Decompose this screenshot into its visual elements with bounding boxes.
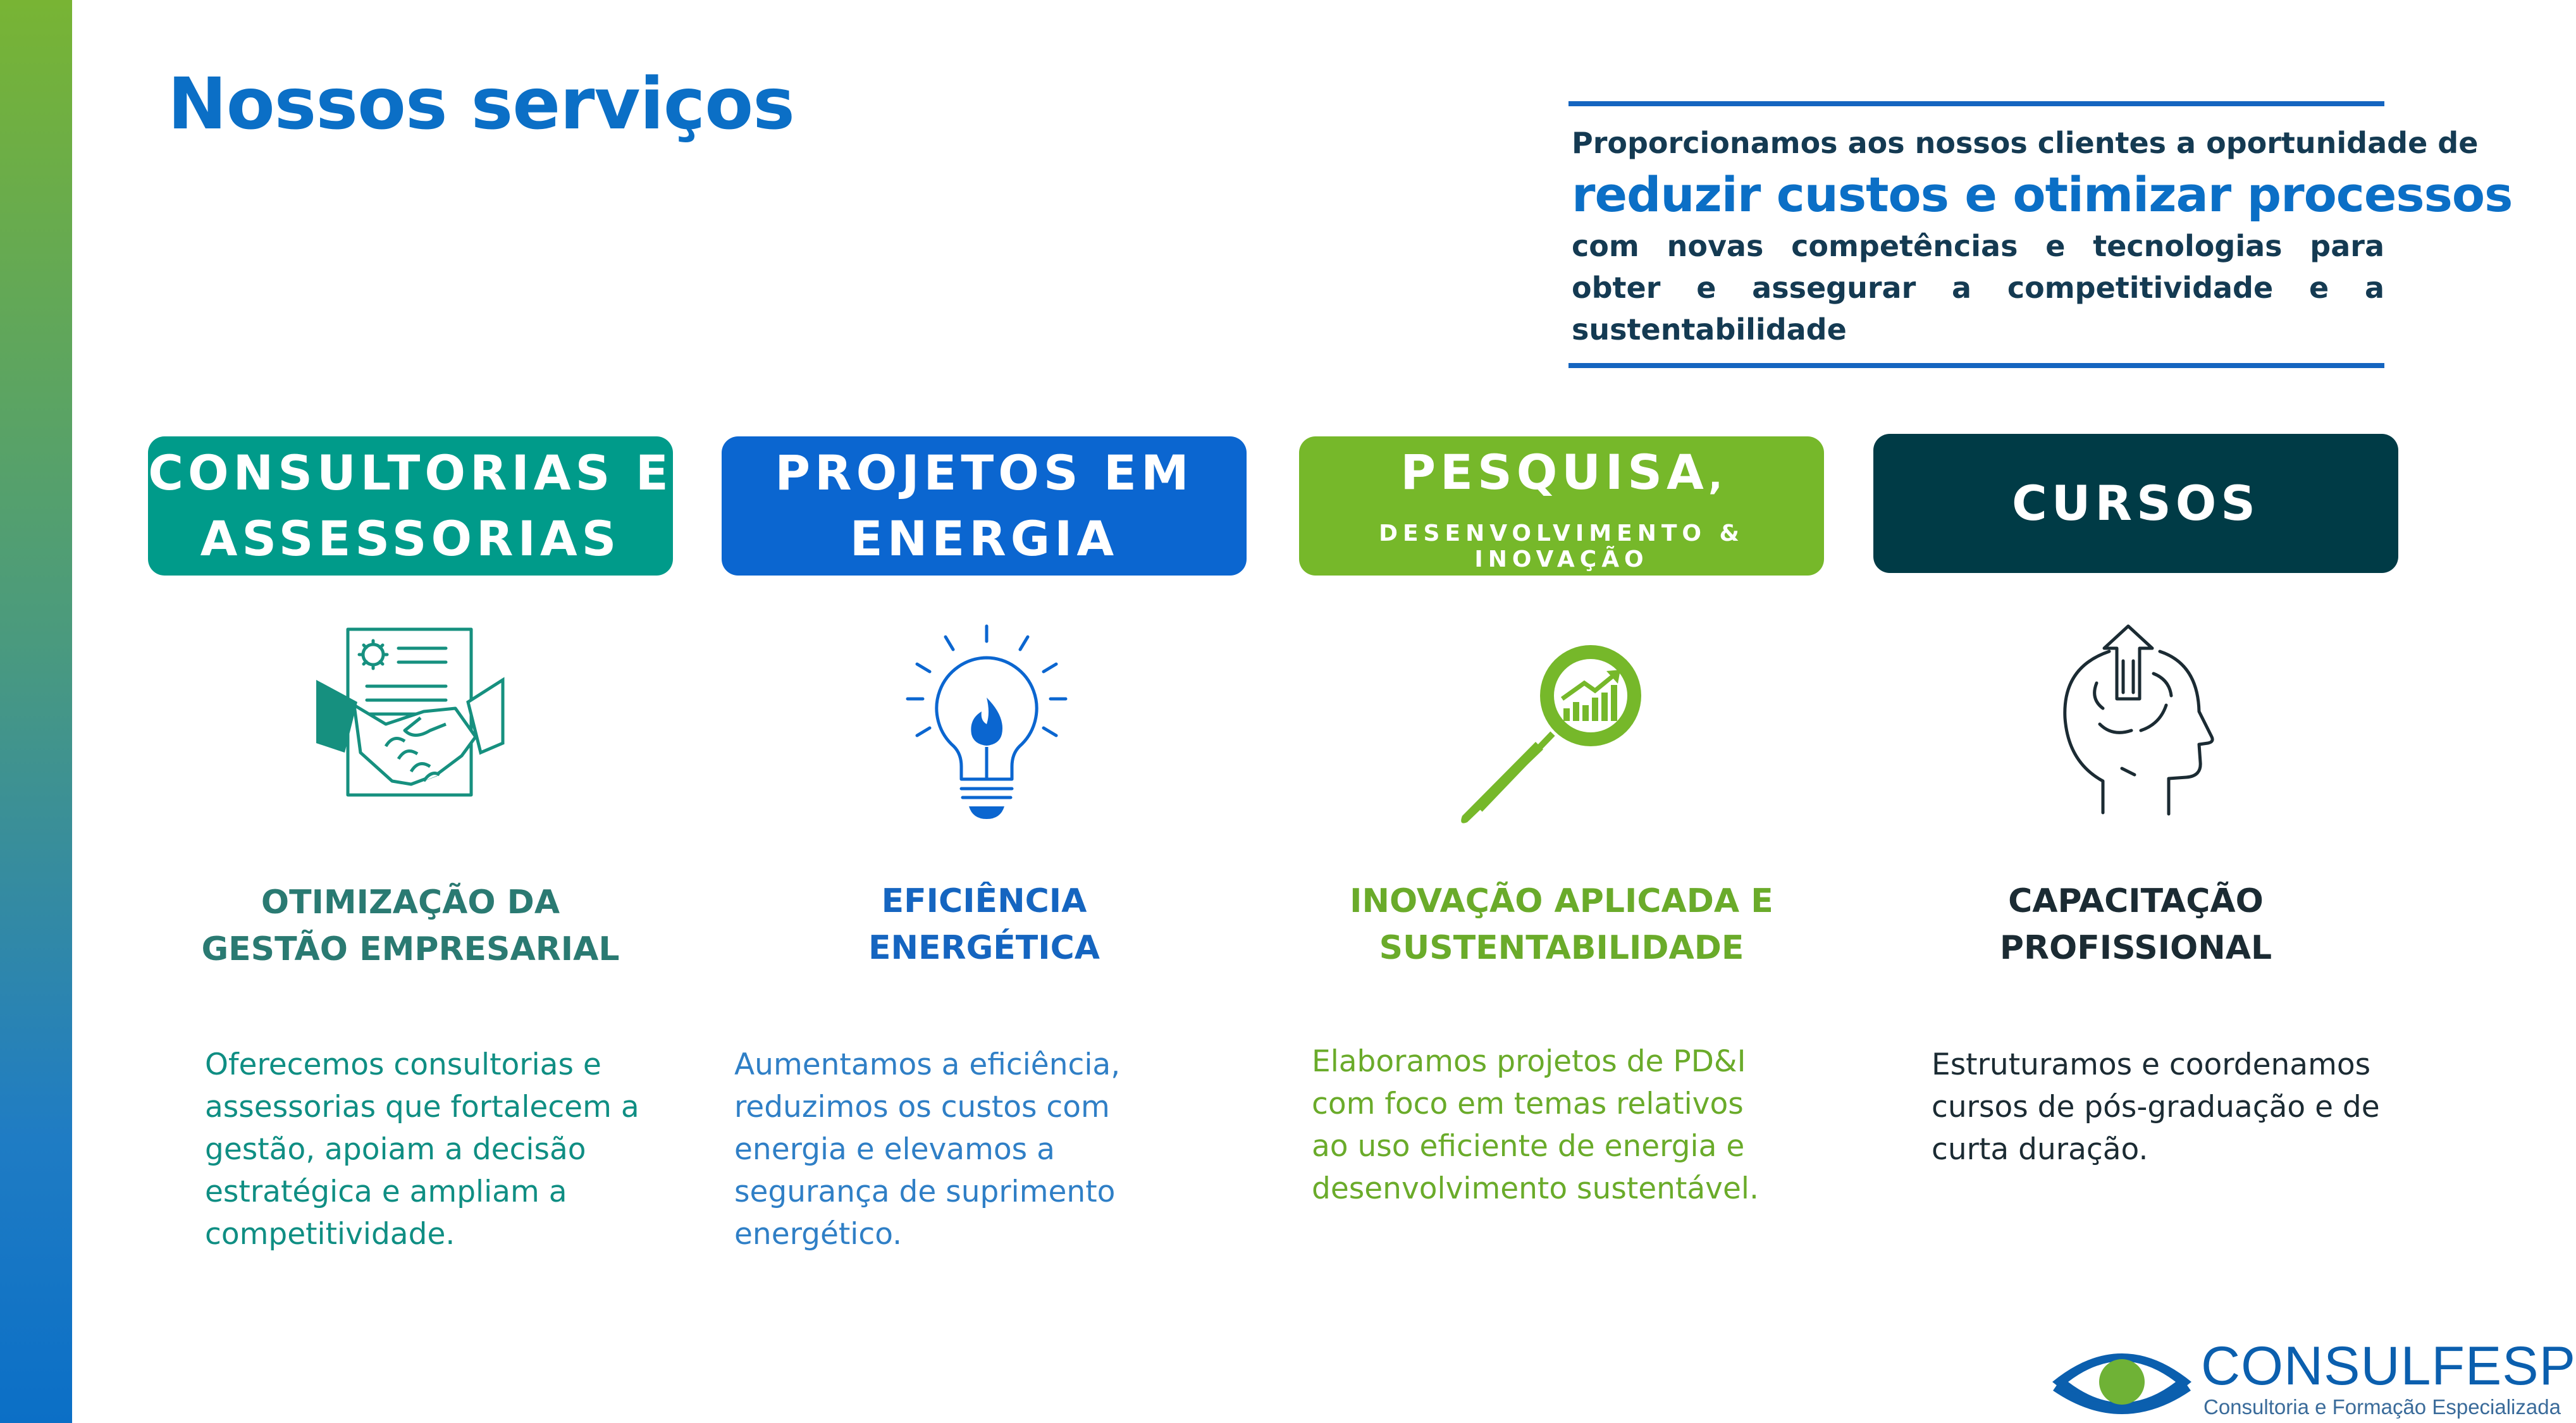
card-header-line1: CURSOS	[2011, 475, 2260, 531]
card-header-line1: PROJETOS EM	[775, 445, 1193, 501]
card-header-line1: PESQUISA,	[1400, 444, 1723, 500]
card-subtitle-pesquisa	[1299, 878, 1824, 971]
handshake-contract-icon	[310, 623, 512, 813]
intro-line2: com novas competências e tecnologias para obter e assegurar a competitividade e a sustentabilidade	[1572, 229, 2384, 347]
page-title: Nossos serviços	[168, 63, 794, 145]
card-subtitle-line2: ENERGÉTICA	[868, 929, 1100, 967]
card-subtitle-line2: PROFISSIONAL	[1999, 929, 2272, 967]
consulfesp-logo	[2049, 1334, 2576, 1423]
card-subtitle-energia	[722, 878, 1247, 971]
card-text-pesquisa: Elaboramos projetos de PD&I com foco em temas relativos ao uso eficiente de energia e desenvolvimento sustentável.	[1312, 1044, 1759, 1206]
side-accent-bar	[0, 0, 72, 1423]
logo-name: CONSULFESP	[2201, 1336, 2576, 1396]
card-header-line1: CONSULTORIAS E	[148, 445, 673, 501]
magnifier-chart-icon	[1455, 629, 1663, 832]
card-text-energia: Aumentamos a eficiência, reduzimos os custos com energia e elevamos a segurança de suprimento energético.	[734, 1047, 1121, 1252]
card-subtitle-line1: CAPACITAÇÃO	[2008, 882, 2264, 920]
card-header-cursos	[1873, 434, 2398, 573]
card-text-consultorias: Oferecemos consultorias e assessorias que fortalecem a gestão, apoiam a decisão estratégica e ampliam a competitividade.	[205, 1047, 639, 1252]
card-subtitle-line2: GESTÃO EMPRESARIAL	[201, 930, 620, 968]
card-text-cursos: Estruturamos e coordenamos cursos de pós-graduação e de curta duração.	[1932, 1047, 2380, 1167]
eye-logo-icon	[2049, 1338, 2195, 1423]
card-subtitle-line1: INOVAÇÃO APLICADA E	[1350, 882, 1773, 920]
card-subtitle-line1: OTIMIZAÇÃO DA	[261, 884, 560, 921]
card-subtitle-line1: EFICIÊNCIA	[881, 882, 1087, 920]
intro-highlight: reduzir custos e otimizar processos	[1572, 166, 2513, 223]
card-header-line2: ENERGIA	[849, 510, 1119, 567]
card-header-line2: DESENVOLVIMENTO & INOVAÇÃO	[1379, 521, 1744, 572]
card-subtitle-consultorias	[148, 879, 673, 973]
logo-tagline: Consultoria e Formação Especializada	[2203, 1395, 2561, 1419]
card-header-line2: ASSESSORIAS	[200, 510, 621, 567]
card-subtitle-line2: SUSTENTABILIDADE	[1379, 929, 1744, 967]
lightbulb-flame-icon	[898, 623, 1075, 819]
card-header-energia	[722, 436, 1247, 576]
intro-line1: Proporcionamos aos nossos clientes a oportunidade de	[1572, 126, 2479, 160]
intro-box	[1568, 101, 2513, 368]
head-arrow-icon	[2059, 623, 2210, 819]
card-header-consultorias	[148, 436, 673, 576]
card-header-pesquisa	[1299, 436, 1824, 576]
card-subtitle-cursos	[1873, 878, 2398, 971]
